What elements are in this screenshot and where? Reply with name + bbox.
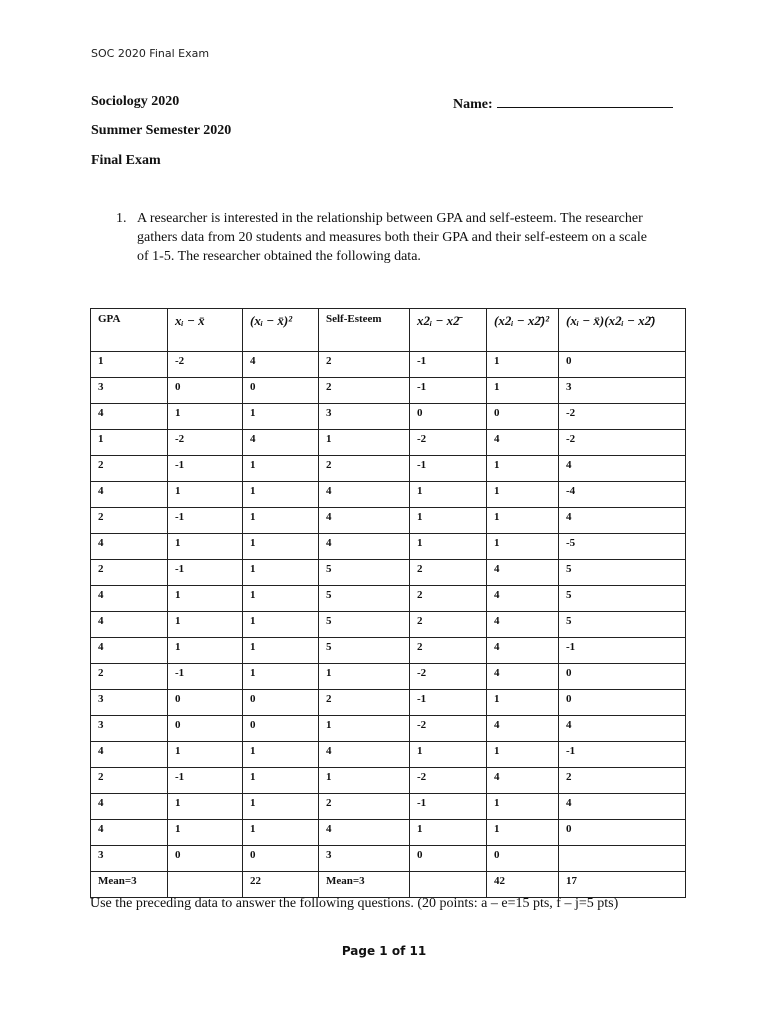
- table-cell: 1: [487, 690, 559, 716]
- table-cell: -2: [168, 352, 243, 378]
- table-cell: 1: [243, 664, 319, 690]
- page-footer: [0, 944, 768, 958]
- table-cell: 1: [487, 378, 559, 404]
- question-text: A researcher is interested in the relationship between GPA and self-esteem. The researcher gathers data from 20 students and measures both their GPA and their self-esteem on a scale of 1-5. The researcher obtained the following data.: [137, 211, 647, 264]
- table-cell: 1: [243, 508, 319, 534]
- table-cell: Mean=3: [91, 872, 168, 898]
- table-cell: 1: [487, 482, 559, 508]
- data-table: [90, 308, 686, 898]
- table-cell: 2: [91, 456, 168, 482]
- table-cell: 1: [243, 612, 319, 638]
- table-cell: [168, 872, 243, 898]
- table-cell: 2: [410, 612, 487, 638]
- table-row: [91, 690, 686, 716]
- table-cell: 2: [319, 456, 410, 482]
- table-row: [91, 430, 686, 456]
- table-cell: 1: [168, 742, 243, 768]
- table-cell: 4: [91, 794, 168, 820]
- table-cell: 2: [91, 768, 168, 794]
- table-cell: 3: [91, 716, 168, 742]
- table-cell: 1: [410, 534, 487, 560]
- exam-title: Final Exam: [91, 153, 161, 168]
- table-cell: 4: [487, 716, 559, 742]
- table-cell: 4: [559, 508, 686, 534]
- question-1: [116, 209, 652, 266]
- header-gpa: GPA: [91, 309, 168, 352]
- table-cell: 1: [410, 508, 487, 534]
- table-cell: 0: [243, 716, 319, 742]
- course-title: Sociology 2020: [91, 94, 180, 109]
- table-cell: -1: [559, 638, 686, 664]
- table-cell: 2: [91, 560, 168, 586]
- table-cell: 1: [319, 664, 410, 690]
- table-cell: 0: [168, 846, 243, 872]
- page-number: 1: [379, 944, 388, 958]
- table-cell: 4: [487, 430, 559, 456]
- table-cell: 3: [91, 690, 168, 716]
- table-row: [91, 534, 686, 560]
- table-cell: 4: [487, 612, 559, 638]
- table-cell: 3: [91, 378, 168, 404]
- table-row: [91, 664, 686, 690]
- table-cell: -1: [168, 768, 243, 794]
- table-cell: 4: [487, 664, 559, 690]
- table-row: [91, 820, 686, 846]
- table-cell: 5: [559, 586, 686, 612]
- table-cell: 1: [243, 560, 319, 586]
- table-cell: 2: [319, 794, 410, 820]
- table-cell: -2: [410, 716, 487, 742]
- table-cell: 1: [243, 768, 319, 794]
- table-cell: 5: [319, 560, 410, 586]
- question-number: 1.: [116, 211, 127, 226]
- table-cell: 0: [410, 404, 487, 430]
- table-cell: -1: [168, 508, 243, 534]
- table-cell: -1: [168, 456, 243, 482]
- footer-prefix: Page: [341, 944, 380, 958]
- table-row: [91, 716, 686, 742]
- table-cell: 0: [168, 690, 243, 716]
- table-cell: 2: [410, 638, 487, 664]
- table-row: [91, 846, 686, 872]
- table-cell: [410, 872, 487, 898]
- table-cell: 1: [410, 482, 487, 508]
- table-row: [91, 586, 686, 612]
- table-cell: 1: [243, 794, 319, 820]
- table-cell: 2: [319, 378, 410, 404]
- footer-middle: of: [387, 944, 410, 958]
- table-row: [91, 508, 686, 534]
- table-cell: 5: [319, 638, 410, 664]
- table-cell: -4: [559, 482, 686, 508]
- table-cell: 1: [319, 430, 410, 456]
- table-cell: -1: [410, 378, 487, 404]
- table-cell: 4: [91, 742, 168, 768]
- table-row: [91, 378, 686, 404]
- table-cell: 5: [559, 612, 686, 638]
- table-row: [91, 404, 686, 430]
- table-cell: 1: [487, 456, 559, 482]
- table-cell: -1: [410, 794, 487, 820]
- table-cell: 1: [410, 820, 487, 846]
- table-cell: 2: [319, 352, 410, 378]
- table-cell: 3: [91, 846, 168, 872]
- table-cell: 4: [319, 820, 410, 846]
- table-cell: 4: [319, 482, 410, 508]
- table-cell: 0: [559, 352, 686, 378]
- table-cell: 4: [91, 820, 168, 846]
- table-cell: 1: [168, 638, 243, 664]
- table-cell: 1: [243, 742, 319, 768]
- table-cell: 0: [559, 820, 686, 846]
- table-cell: 1: [91, 352, 168, 378]
- table-cell: -2: [410, 664, 487, 690]
- table-cell: 1: [168, 482, 243, 508]
- table-cell: 1: [243, 404, 319, 430]
- running-header: SOC 2020 Final Exam: [91, 47, 210, 60]
- table-cell: 0: [243, 690, 319, 716]
- table-cell: 0: [559, 664, 686, 690]
- name-label: Name:: [453, 97, 493, 112]
- table-cell: 4: [91, 586, 168, 612]
- table-cell: 2: [410, 586, 487, 612]
- table-cell: 17: [559, 872, 686, 898]
- table-cell: -2: [559, 404, 686, 430]
- table-cell: 1: [487, 508, 559, 534]
- table-row: [91, 872, 686, 898]
- table-cell: 1: [487, 794, 559, 820]
- table-cell: 4: [243, 430, 319, 456]
- table-cell: 4: [91, 482, 168, 508]
- table-cell: 5: [319, 586, 410, 612]
- table-cell: 2: [319, 690, 410, 716]
- table-cell: 1: [487, 534, 559, 560]
- header-deviation-x: xᵢ − x̄: [168, 309, 243, 352]
- table-cell: -2: [168, 430, 243, 456]
- table-cell: 4: [319, 534, 410, 560]
- table-cell: 1: [243, 534, 319, 560]
- table-cell: 4: [91, 404, 168, 430]
- table-cell: 4: [319, 742, 410, 768]
- table-cell: 4: [91, 612, 168, 638]
- table-cell: 4: [559, 456, 686, 482]
- table-cell: -2: [410, 768, 487, 794]
- page-total: 11: [409, 944, 427, 958]
- table-cell: 1: [410, 742, 487, 768]
- table-cell: 1: [487, 820, 559, 846]
- table-cell: -1: [168, 560, 243, 586]
- table-cell: 1: [319, 768, 410, 794]
- table-row: [91, 612, 686, 638]
- table-row: [91, 482, 686, 508]
- table-cell: 0: [168, 716, 243, 742]
- table-cell: -1: [559, 742, 686, 768]
- table-cell: 3: [319, 404, 410, 430]
- semester-title: Summer Semester 2020: [91, 123, 232, 138]
- table-header-row: [91, 309, 686, 352]
- table-cell: Mean=3: [319, 872, 410, 898]
- table-cell: 0: [410, 846, 487, 872]
- header-squared-deviation-x2: (x2ᵢ − x2̄)²: [487, 309, 559, 352]
- table-cell: 3: [559, 378, 686, 404]
- table-cell: 4: [243, 352, 319, 378]
- table-cell: 1: [243, 638, 319, 664]
- table-cell: 1: [91, 430, 168, 456]
- instructions: Use the preceding data to answer the following questions. (20 points: a – e=15 pts, f – j=5 pts): [90, 896, 619, 911]
- table-cell: 2: [91, 508, 168, 534]
- table-cell: 1: [243, 482, 319, 508]
- table-cell: -1: [410, 352, 487, 378]
- table-cell: -1: [168, 664, 243, 690]
- table-cell: 5: [559, 560, 686, 586]
- table-cell: 4: [487, 768, 559, 794]
- table-cell: -1: [410, 690, 487, 716]
- table-cell: 4: [487, 560, 559, 586]
- table-cell: 1: [319, 716, 410, 742]
- table-cell: 1: [243, 456, 319, 482]
- header-squared-deviation-x: (xᵢ − x̄)²: [243, 309, 319, 352]
- table-row: [91, 352, 686, 378]
- table-cell: 1: [168, 794, 243, 820]
- table-cell: -1: [410, 456, 487, 482]
- table-cell: -2: [559, 430, 686, 456]
- table-cell: -2: [410, 430, 487, 456]
- table-cell: 3: [319, 846, 410, 872]
- header-deviation-x2: x2ᵢ − x2̄: [410, 309, 487, 352]
- table-cell: 4: [487, 586, 559, 612]
- table-cell: 0: [559, 690, 686, 716]
- table-cell: 4: [91, 638, 168, 664]
- header-cross-product: (xᵢ − x̄)(x2ᵢ − x2̄): [559, 309, 686, 352]
- table-cell: 4: [91, 534, 168, 560]
- table-cell: 0: [168, 378, 243, 404]
- table-row: [91, 456, 686, 482]
- table-cell: 1: [487, 742, 559, 768]
- table-row: [91, 768, 686, 794]
- table-cell: 4: [559, 716, 686, 742]
- table-cell: 22: [243, 872, 319, 898]
- table-cell: 1: [243, 586, 319, 612]
- header-self-esteem: Self-Esteem: [319, 309, 410, 352]
- table-row: [91, 638, 686, 664]
- table-body: [91, 352, 686, 898]
- table-cell: 0: [487, 404, 559, 430]
- table-row: [91, 742, 686, 768]
- table-cell: -5: [559, 534, 686, 560]
- table-cell: 4: [319, 508, 410, 534]
- table-cell: 5: [319, 612, 410, 638]
- table-cell: 1: [487, 352, 559, 378]
- table-cell: 0: [243, 378, 319, 404]
- table-cell: 0: [487, 846, 559, 872]
- name-field: [453, 94, 673, 113]
- table-cell: 42: [487, 872, 559, 898]
- name-blank-line: [497, 94, 673, 108]
- table-cell: 1: [243, 820, 319, 846]
- table-cell: 2: [559, 768, 686, 794]
- table-cell: 4: [487, 638, 559, 664]
- table-cell: 1: [168, 612, 243, 638]
- table-cell: 4: [559, 794, 686, 820]
- table-row: [91, 560, 686, 586]
- table-cell: 1: [168, 586, 243, 612]
- table-cell: [559, 846, 686, 872]
- table-cell: 0: [243, 846, 319, 872]
- table-cell: 1: [168, 534, 243, 560]
- table-cell: 1: [168, 404, 243, 430]
- table-row: [91, 794, 686, 820]
- table-cell: 1: [168, 820, 243, 846]
- table-cell: 2: [91, 664, 168, 690]
- table-cell: 2: [410, 560, 487, 586]
